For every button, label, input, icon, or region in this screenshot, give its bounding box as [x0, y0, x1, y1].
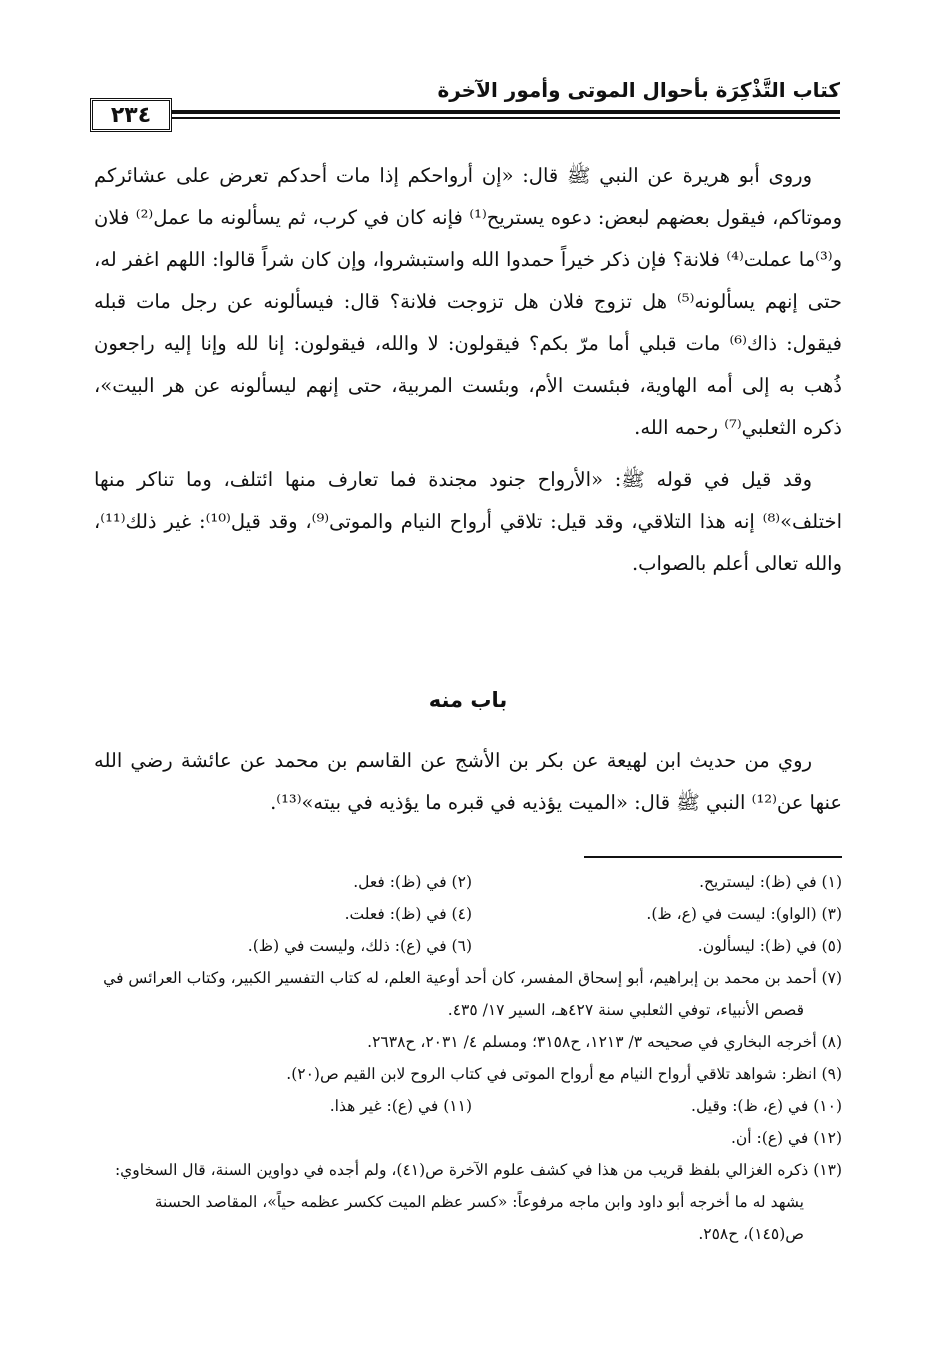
- header-rule-thin: [90, 117, 840, 119]
- footnote: (٣) (الواو): ليست في (ع، ظ).: [646, 905, 842, 923]
- section-text: [94, 740, 842, 824]
- section-heading: باب منه: [428, 688, 508, 712]
- footnote: (١٣) ذكره الغزالي بلفظ قريب من هذا في كشف علوم الآخرة ص(٤١)، ولم أجده في دواوين السنة، قال السخاوي: يشهد له ما أخرجه أبو داود وابن ماجه مرفوعاً: «كسر عظم الميت ككسر عظمه حياً»، المقاصد الحسنة ص(١٤٥)، ح٢٥٨.: [114, 1161, 842, 1243]
- page-number: ٢٣٤: [90, 98, 172, 132]
- running-title: كتاب التَّذْكِرَة بأحوال الموتى وأمور الآخرة: [437, 78, 840, 102]
- footnote: (٦) في (ع): ذلك، وليست في (ظ).: [247, 937, 472, 955]
- page-header: [90, 58, 840, 150]
- footnote: (١١) في (ع): غير هذا.: [329, 1097, 472, 1115]
- footnote: (١٢) في (ع): أن.: [730, 1129, 842, 1147]
- paragraph: وروى أبو هريرة عن النبي ﷺ قال: «إن أرواحكم إذا مات أحدكم تعرض على عشائركم وموتاكم، فيقول بعضهم لبعض: دعوه يستريح⁽¹⁾ فإنه كان في كرب، ثم يسألونه ما عمل⁽²⁾ فلان و⁽³⁾ما عملت⁽⁴⁾ فلانة؟ فإن ذكر خيراً حمدوا الله واستبشروا، وإن كان شراً قالوا: اللهم اغفر له، حتى إنهم يسألونه⁽⁵⁾ هل تزوج فلان هل تزوجت فلانة؟ قال: فيسألونه عن رجل مات قبله فيقول: ذاك⁽⁶⁾ مات قبلي أما مرّ بكم؟ فيقولون: لا والله، فيقولون: إنا لله وإنا إليه راجعون ذُهب به إلى أمه الهاوية، فبئست الأم، وبئست المربية، حتى إنهم ليسألونه عن هر البيت»، ذكره الثعلبي⁽⁷⁾ رحمه الله.: [94, 164, 843, 439]
- main-text: [94, 155, 842, 585]
- footnote: (١) في (ظ): ليستريح.: [699, 873, 842, 891]
- footnote-row: [94, 930, 842, 962]
- footnote-separator: [584, 856, 842, 858]
- paragraph: روي من حديث ابن لهيعة عن بكر بن الأشج عن القاسم بن محمد عن عائشة رضي الله عنها عن⁽¹²⁾ النبي ﷺ قال: «الميت يؤذيه في قبره ما يؤذيه في بيته»⁽¹³⁾.: [94, 749, 842, 814]
- footnote-row: [94, 1090, 842, 1122]
- footnote: (٨) أخرجه البخاري في صحيحه ٣/ ١٢١٣، ح٣١٥٨؛ ومسلم ٤/ ٢٠٣١، ح٢٦٣٨.: [367, 1033, 842, 1051]
- footnote: (٥) في (ظ): ليسألون.: [697, 937, 842, 955]
- footnotes: [94, 866, 842, 1250]
- footnote-row: [94, 898, 842, 930]
- paragraph: وقد قيل في قوله ﷺ: «الأرواح جنود مجندة فما تعارف منها ائتلف، وما تناكر منها اختلف»⁽⁸⁾ إنه هذا التلاقي، وقد قيل: تلاقي أرواح النيام والموتى⁽⁹⁾، وقد قيل⁽¹⁰⁾: غير ذلك⁽¹¹⁾، والله تعالى أعلم بالصواب.: [94, 468, 842, 575]
- footnote: (٢) في (ظ): فعل.: [353, 873, 472, 891]
- footnote-row: [94, 866, 842, 898]
- footnote: (٧) أحمد بن محمد بن إبراهيم، أبو إسحاق المفسر، كان أحد أوعية العلم، له كتاب التفسير الكبير، وكتاب العرائس في قصص الأنبياء، توفي الثعلبي سنة ٤٢٧هـ، السير ١٧/ ٤٣٥.: [103, 969, 842, 1019]
- footnote: (٤) في (ظ): فعلت.: [344, 905, 472, 923]
- footnote: (٩) انظر: شواهد تلاقي أرواح النيام مع أرواح الموتى في كتاب الروح لابن القيم ص(٢٠).: [286, 1065, 842, 1083]
- footnote: (١٠) في (ع، ظ): وقيل.: [691, 1097, 842, 1115]
- header-rule-thick: [90, 110, 840, 114]
